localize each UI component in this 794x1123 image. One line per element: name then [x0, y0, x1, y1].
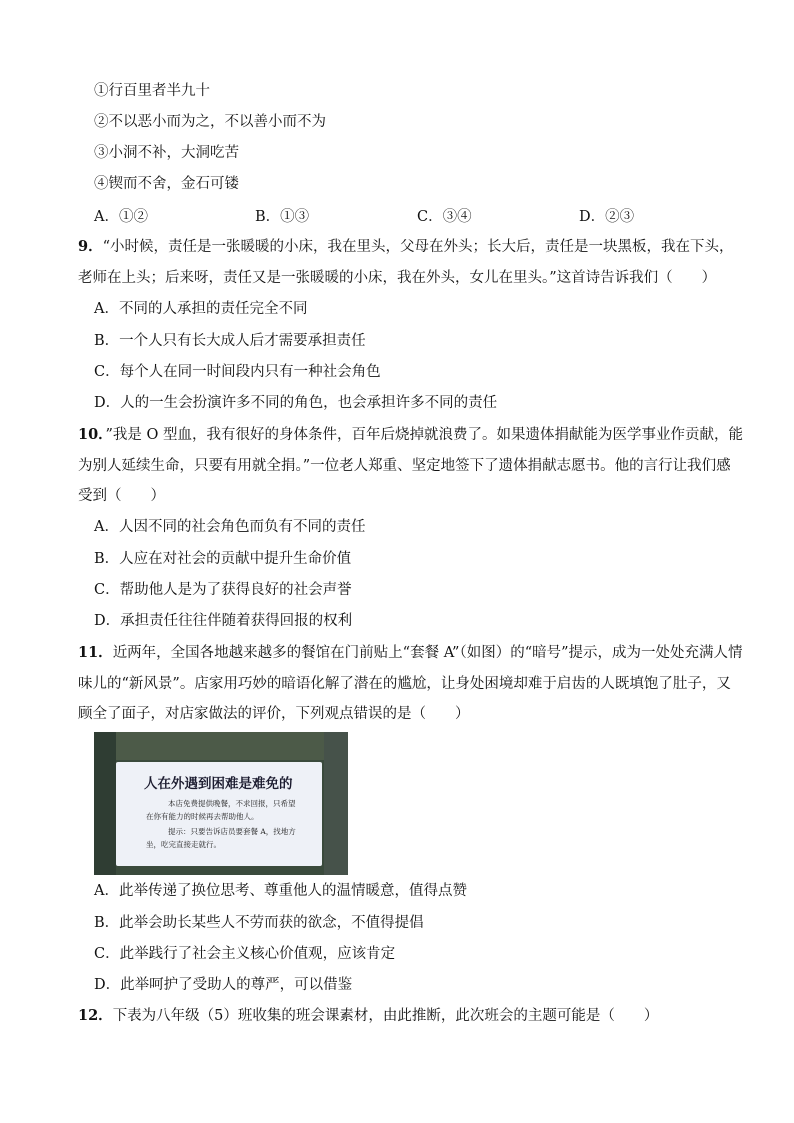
q10-option-d[interactable]: D．承担责任往往伴随着获得回报的权利	[94, 613, 353, 629]
notice-line-3: 提示：只要告诉店员要套餐 A，找地方	[168, 827, 296, 836]
prev-option-d[interactable]: D．②③	[579, 209, 635, 225]
q10-stem-2: 为别人延续生命，只要有用就全捐。”一位老人郑重、坚定地签下了遗体捐献志愿书。他的言行让我们感	[78, 458, 731, 474]
restaurant-notice-photo	[94, 732, 348, 875]
notice-paper	[116, 762, 322, 866]
notice-line-1: 本店免费提供晚餐，不求回报，只希望	[168, 799, 296, 808]
q10-stem-1: ”我是 O 型血，我有很好的身体条件，百年后烧掉就浪费了。如果遗体捐献能为医学事业作贡献，能	[105, 427, 743, 443]
prev-option-c[interactable]: C．③④	[417, 209, 472, 225]
q12-stem-line-1	[78, 1006, 658, 1026]
q11-stem-3: 顾全了面子，对店家做法的评价，下列观点错误的是（ ）	[78, 706, 470, 722]
q9-stem-2: 老师在上头；后来呀，责任又是一张暖暖的小床，我在外头，女儿在里头。”这首诗告诉我们（ ）	[78, 270, 717, 286]
q9-stem-1: “小时候，责任是一张暖暖的小床，我在里头，父母在外头；长大后，责任是一块黑板，我在下头，	[102, 239, 734, 255]
notice-title: 人在外遇到困难是难免的	[144, 776, 293, 792]
prev-option-b[interactable]: B．①③	[255, 209, 310, 225]
q9-option-b[interactable]: B．一个人只有长大成人后才需要承担责任	[94, 333, 366, 349]
q11-option-c[interactable]: C．此举践行了社会主义核心价值观，应该肯定	[94, 946, 396, 962]
q9-number: 9．	[78, 238, 103, 255]
q11-stem-1: 近两年，全国各地越来越多的餐馆在门前贴上“套餐 A”（如图）的“暗号”提示，成为一处处充满人情	[112, 645, 743, 661]
q10-stem-line-1	[78, 425, 743, 445]
q9-option-c[interactable]: C．每个人在同一时间段内只有一种社会角色	[94, 364, 381, 380]
prev-options-row	[94, 205, 714, 227]
q11-option-d[interactable]: D．此举呵护了受助人的尊严，可以借鉴	[94, 977, 353, 993]
q10-stem-3: 受到（ ）	[78, 488, 165, 504]
prev-item-4: ④锲而不舍，金石可镂	[94, 176, 239, 192]
notice-line-2: 在你有能力的时候再去帮助他人。	[146, 812, 259, 821]
q11-option-b[interactable]: B．此举会助长某些人不劳而获的欲念，不值得提倡	[94, 915, 424, 931]
photo-background-right	[324, 732, 348, 875]
notice-line-4: 坐，吃完直接走就行。	[146, 840, 221, 849]
q11-stem-line-1	[78, 643, 743, 663]
prev-option-a[interactable]: A．①②	[94, 209, 148, 225]
q12-number: 12．	[78, 1007, 113, 1024]
q9-stem-line-1	[78, 237, 734, 257]
photo-background-top	[94, 732, 348, 760]
q10-option-b[interactable]: B．人应在对社会的贡献中提升生命价值	[94, 551, 352, 567]
photo-background-left	[94, 732, 116, 875]
prev-item-1: ①行百里者半九十	[94, 83, 210, 99]
prev-item-3: ③小洞不补，大洞吃苦	[94, 145, 239, 161]
q11-number: 11．	[78, 644, 113, 661]
q10-option-c[interactable]: C．帮助他人是为了获得良好的社会声誉	[94, 582, 352, 598]
q12-stem-1: 下表为八年级（5）班收集的班会课素材，由此推断，此次班会的主题可能是（ ）	[112, 1008, 659, 1024]
q9-option-a[interactable]: A．不同的人承担的责任完全不同	[94, 301, 308, 317]
q10-number: 10．	[78, 426, 106, 443]
q9-option-d[interactable]: D．人的一生会扮演许多不同的角色，也会承担许多不同的责任	[94, 395, 498, 411]
q10-option-a[interactable]: A．人因不同的社会角色而负有不同的责任	[94, 519, 366, 535]
prev-item-2: ②不以恶小而为之，不以善小而不为	[94, 114, 326, 130]
q11-option-a[interactable]: A．此举传递了换位思考、尊重他人的温情暖意，值得点赞	[94, 883, 467, 899]
q11-stem-2: 味儿的“新风景”。店家用巧妙的暗语化解了潜在的尴尬，让身处困境却难于启齿的人既填饱了肚子，又	[78, 676, 731, 692]
